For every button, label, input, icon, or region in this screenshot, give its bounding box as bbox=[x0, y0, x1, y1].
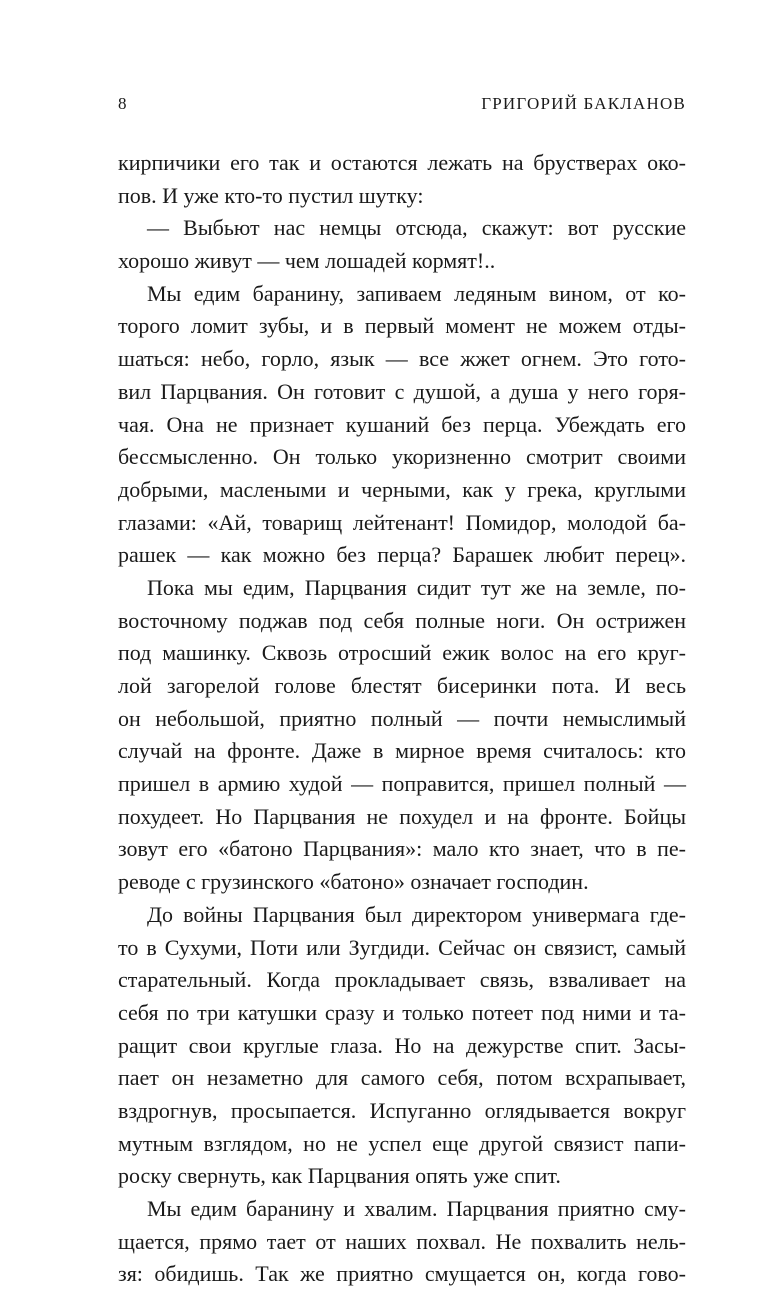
text-line: Пока мы едим, Парцвания сидит тут же на земле, по- bbox=[147, 574, 686, 600]
text-line: реводе с грузинского «батоно» означает господин. bbox=[118, 869, 589, 895]
text-line: случай на фронте. Даже в мирное время считалось: кто bbox=[118, 738, 686, 764]
text-line: Мы едим баранину и хвалим. Парцвания приятно сму- bbox=[147, 1196, 686, 1221]
text-line: глазами: «Ай, товарищ лейтенант! Помидор, молодой ба- bbox=[118, 509, 686, 535]
text-line: вил Парцвания. Он готовит с душой, а душа у него горя- bbox=[118, 378, 686, 404]
text-line: щается, прямо тает от наших похвал. Не похвалить нель- bbox=[118, 1228, 686, 1254]
text-line: пает он незаметно для самого себя, потом всхрапывает, bbox=[118, 1065, 686, 1091]
text-line: похудеет. Но Парцвания не похудел и на фронте. Бойцы bbox=[118, 803, 686, 829]
text-line: торого ломит зубы, и в первый момент не можем отды- bbox=[118, 313, 686, 339]
text-line: добрыми, маслеными и черными, как у грека, круглыми bbox=[118, 476, 686, 502]
book-author: ГРИГОРИЙ БАКЛАНОВ bbox=[481, 94, 686, 113]
text-line: под машинку. Сквозь отросший ежик волос на его круг- bbox=[118, 640, 686, 666]
text-line: мутным взглядом, но не успел еще другой связист папи- bbox=[118, 1130, 686, 1156]
text-line: он небольшой, приятно полный — почти немыслимый bbox=[118, 705, 686, 731]
page-number: 8 bbox=[118, 94, 128, 113]
text-line: зя: обидишь. Так же приятно смущается он, когда гово- bbox=[118, 1261, 686, 1287]
text-line: — Выбьют нас немцы отсюда, скажут: вот русские bbox=[147, 215, 686, 241]
text-line: вздрогнув, просыпается. Испуганно оглядывается вокруг bbox=[118, 1097, 686, 1123]
text-line: бессмысленно. Он только укоризненно смотрит своими bbox=[118, 444, 686, 470]
text-line: роску свернуть, как Парцвания опять уже спит. bbox=[118, 1163, 561, 1189]
text-line: шаться: небо, горло, язык — все жжет огнем. Это гото- bbox=[118, 346, 686, 372]
text-line: старательный. Когда прокладывает связь, взваливает на bbox=[118, 967, 686, 993]
text-line: лой загорелой голове блестят бисеринки пота. И весь bbox=[118, 673, 686, 698]
text-line: Мы едим баранину, запиваем ледяным вином, от ко- bbox=[147, 280, 686, 306]
text-line: пов. И уже кто-то пустил шутку: bbox=[118, 182, 424, 208]
text-line: кирпичики его так и остаются лежать на брустверах око- bbox=[118, 150, 686, 175]
text-line: рашек — как можно без перца? Барашек любит перец». bbox=[118, 542, 686, 568]
running-head bbox=[118, 94, 686, 118]
text-line: хорошо живут — чем лошадей кормят!.. bbox=[118, 248, 496, 274]
text-line: зовут его «батоно Парцвания»: мало кто знает, что в пе- bbox=[118, 836, 686, 862]
text-line: то в Сухуми, Поти или Зугдиди. Сейчас он связист, самый bbox=[118, 934, 686, 960]
text-line: ращит свои круглые глаза. Но на дежурстве спит. Засы- bbox=[118, 1032, 686, 1058]
text-line: восточному поджав под себя полные ноги. Он острижен bbox=[118, 607, 686, 633]
text-line: пришел в армию худой — поправится, пришел полный — bbox=[118, 771, 686, 797]
text-line: чая. Она не признает кушаний без перца. Убеждать его bbox=[118, 411, 686, 437]
text-line: До войны Парцвания был директором универмага где- bbox=[147, 901, 686, 927]
body-text bbox=[118, 147, 686, 1291]
text-line: себя по три катушки сразу и только потеет под ними и та- bbox=[118, 999, 686, 1025]
